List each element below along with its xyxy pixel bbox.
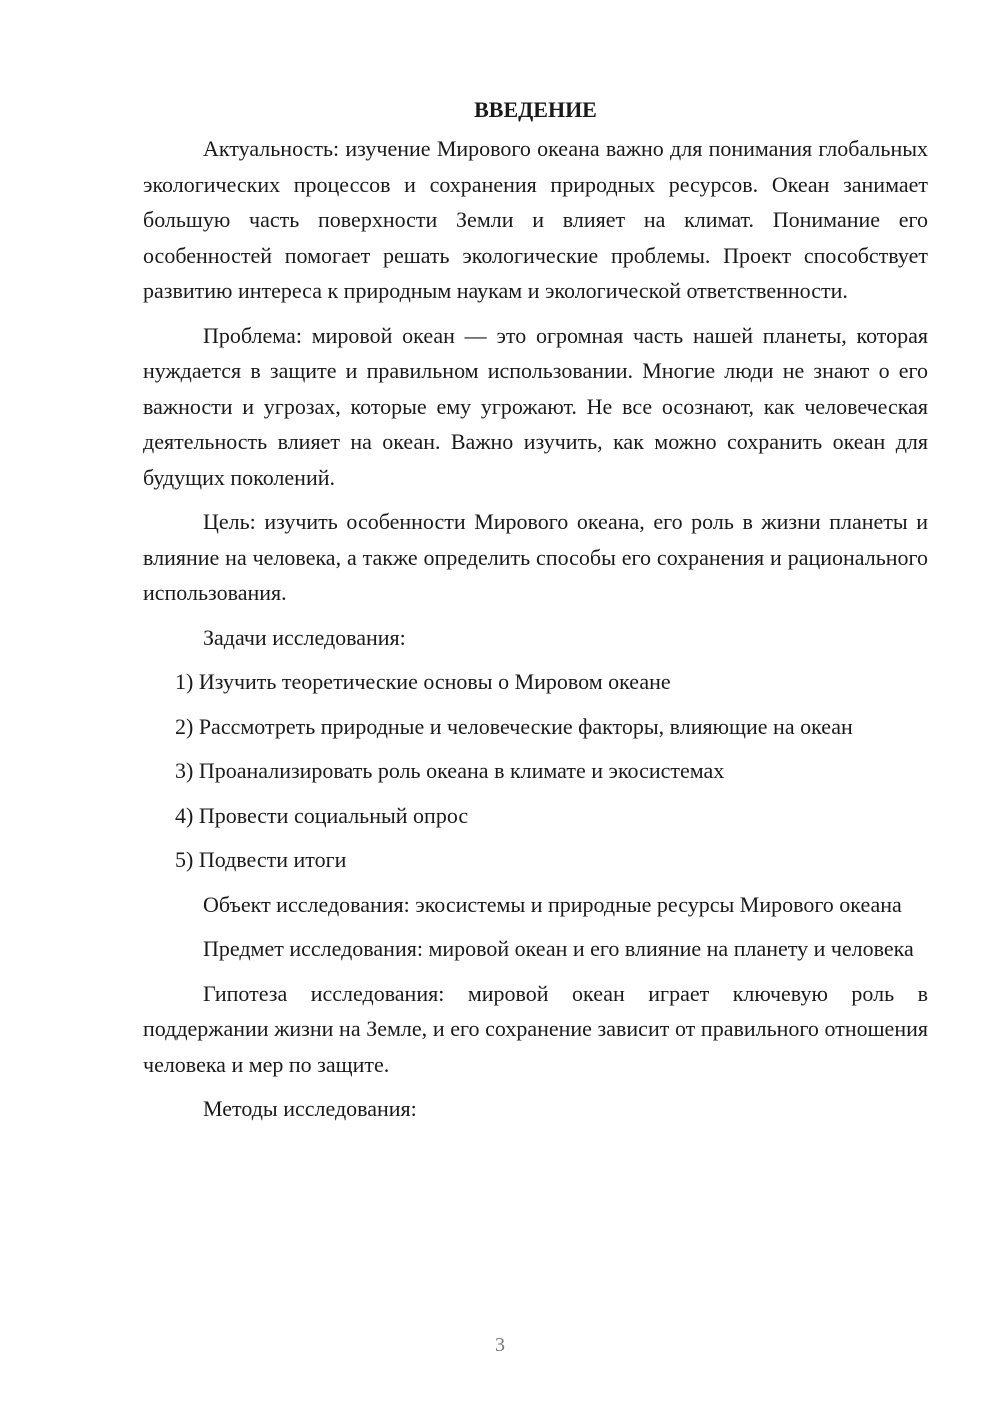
task-item: 2) Рассмотреть природные и человеческие факторы, влияющие на океан [175,713,853,739]
task-item: 5) Подвести итоги [175,847,347,872]
subject-paragraph: Предмет исследования: мировой океан и его влияние на планету и человека [203,936,914,961]
task-item: 3) Проанализировать роль океана в климате и экосистемах [175,758,725,783]
tasks-heading: Задачи исследования: [203,624,406,650]
methods-heading: Методы исследования: [203,1096,417,1121]
relevance-paragraph: Актуальность: изучение Мирового океана важно для понимания глобальных экологических процессов и сохранения природных ресурсов. Океан занимает большую часть поверхности Земли и влияет на климат. Понимание его особенностей помогает решать экологические проблемы. Проект способствует развитию интереса к природным наукам и экологической ответственности. [143,136,928,303]
hypothesis-paragraph: Гипотеза исследования: мировой океан играет ключевую роль в поддержании жизни на Земле, и его сохранение зависит от правильного отношения человека и мер по защите. [143,980,928,1077]
section-title: ВВЕДЕНИЕ [474,97,597,122]
document-page [143,95,928,1136]
task-item: 1) Изучить теоретические основы о Мировом океане [175,669,671,694]
goal-paragraph: Цель: изучить особенности Мирового океана, его роль в жизни планеты и влияние на человека, а также определить способы его сохранения и рационального использования. [143,509,928,605]
problem-paragraph: Проблема: мировой океан — это огромная часть нашей планеты, которая нуждается в защите и правильном использовании. Многие люди не знают о его важности и угрозах, которые ему угрожают. Не все осознают, как человеческая деятельность влияет на океан. Важно изучить, как можно сохранить океан для будущих поколений. [143,322,928,490]
task-item: 4) Провести социальный опрос [175,802,469,828]
object-paragraph: Объект исследования: экосистемы и природные ресурсы Мирового океана [203,891,902,917]
page-number: 3 [495,1334,505,1356]
